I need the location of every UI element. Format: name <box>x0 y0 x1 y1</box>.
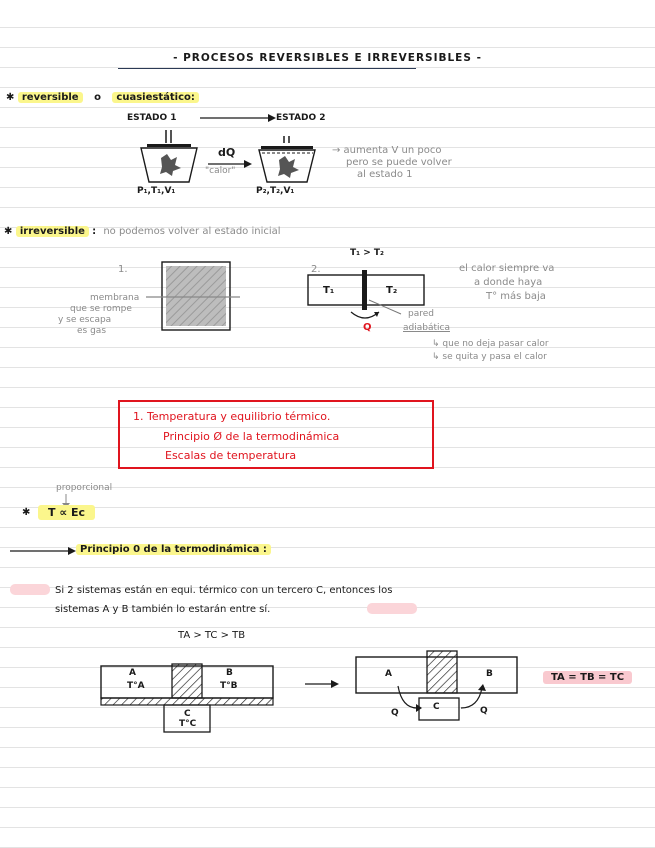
membrana-label-4: es gas <box>77 326 107 336</box>
pared-label: pared <box>408 309 434 319</box>
left-b-label: B <box>226 668 233 678</box>
principio-temps: TA > TC > TB <box>178 630 246 641</box>
heat-note-3: T° más baja <box>486 291 546 302</box>
cuasiestatico-label: cuasiestático: <box>112 92 198 103</box>
topic-line-1: 1. Temperatura y equilibrio térmico. <box>133 410 331 423</box>
note-line2: pero se puede volver <box>346 157 452 168</box>
right-c-label: C <box>433 702 440 712</box>
irreversible-heading: irreversible <box>16 226 89 237</box>
left-tc-label: T°C <box>179 719 197 729</box>
left-tb-label: T°B <box>220 681 238 691</box>
principio-heading: Principio 0 de la termodinámica : <box>76 544 271 555</box>
reversible-heading-block <box>6 92 199 103</box>
principio-statement-1: Si 2 sistemas están en equi. térmico con un tercero C, entonces los <box>55 585 393 596</box>
right-system-diagram <box>352 648 522 726</box>
right-b-label: B <box>486 669 493 679</box>
membrane-box-diagram <box>160 260 244 332</box>
right-q2-label: Q <box>480 706 488 716</box>
state1-vars: P₁,T₁,V₁ <box>137 186 176 196</box>
note-line3: al estado 1 <box>357 169 413 180</box>
membrana-label-3: y se escapa <box>58 315 112 325</box>
right-q1-label: Q <box>391 708 399 718</box>
membrana-label-1: membrana <box>90 293 140 303</box>
irreversible-heading-block: ✱ irreversible : no podemos volver al estado inicial <box>4 226 281 237</box>
topic-line-3: Escalas de temperatura <box>165 449 297 462</box>
dq-label: dQ <box>218 146 236 159</box>
figure1-number: 1. <box>118 264 128 275</box>
adiabatic-note-1: ↳ que no deja pasar calor <box>432 339 549 349</box>
pink-highlight-1 <box>10 584 50 595</box>
proportional-formula: T ∝ Ec <box>38 505 95 520</box>
principio-arrow <box>10 546 76 556</box>
container-2-diagram <box>253 130 323 186</box>
estado-arrow <box>200 113 280 123</box>
title-underline <box>118 68 416 69</box>
t1-gt-t2: T₁ > T₂ <box>350 248 384 258</box>
right-a-label: A <box>385 669 392 679</box>
estado1-label: ESTADO 1 <box>127 113 177 123</box>
membrana-label-2: que se rompe <box>70 304 132 314</box>
equilibrium-result: TA = TB = TC <box>543 671 632 684</box>
heat-note-2: a donde haya <box>474 277 543 288</box>
container-1-diagram <box>135 130 205 186</box>
heat-note-1: el calor siempre va <box>459 263 555 274</box>
pink-highlight-2 <box>367 603 417 614</box>
calor-label: "calor" <box>205 166 236 176</box>
state2-vars: P₂,T₂,V₁ <box>256 186 295 196</box>
topic-line-2: Principio Ø de la termodinámica <box>163 430 340 443</box>
estado2-label: ESTADO 2 <box>276 113 326 123</box>
proportional-bullet: ✱ <box>22 507 31 518</box>
note-line1: → aumenta V un poco <box>332 145 442 156</box>
or-connector: o <box>94 92 101 103</box>
proportional-label: proporcional <box>56 483 113 493</box>
irreversible-description: no podemos volver al estado inicial <box>103 226 281 237</box>
page-title: - PROCESOS REVERSIBLES E IRREVERSIBLES - <box>173 52 482 64</box>
figure2-number: 2. <box>311 264 321 275</box>
principio-statement-2: sistemas A y B también lo estarán entre sí. <box>55 604 271 615</box>
irreversible-colon: : <box>92 226 97 237</box>
adiabatica-label: adiabática <box>403 323 450 333</box>
left-a-label: A <box>129 668 136 678</box>
transition-arrow <box>305 679 339 689</box>
left-ta-label: T°A <box>127 681 145 691</box>
t1-label: T₁ <box>323 285 335 296</box>
t2-label: T₂ <box>386 285 398 296</box>
reversible-heading: reversible <box>18 92 83 103</box>
q-label: Q <box>363 322 372 333</box>
adiabatic-note-2: ↳ se quita y pasa el calor <box>432 352 547 362</box>
left-c-label: C <box>184 709 191 719</box>
bullet-icon: ✱ <box>6 92 18 103</box>
